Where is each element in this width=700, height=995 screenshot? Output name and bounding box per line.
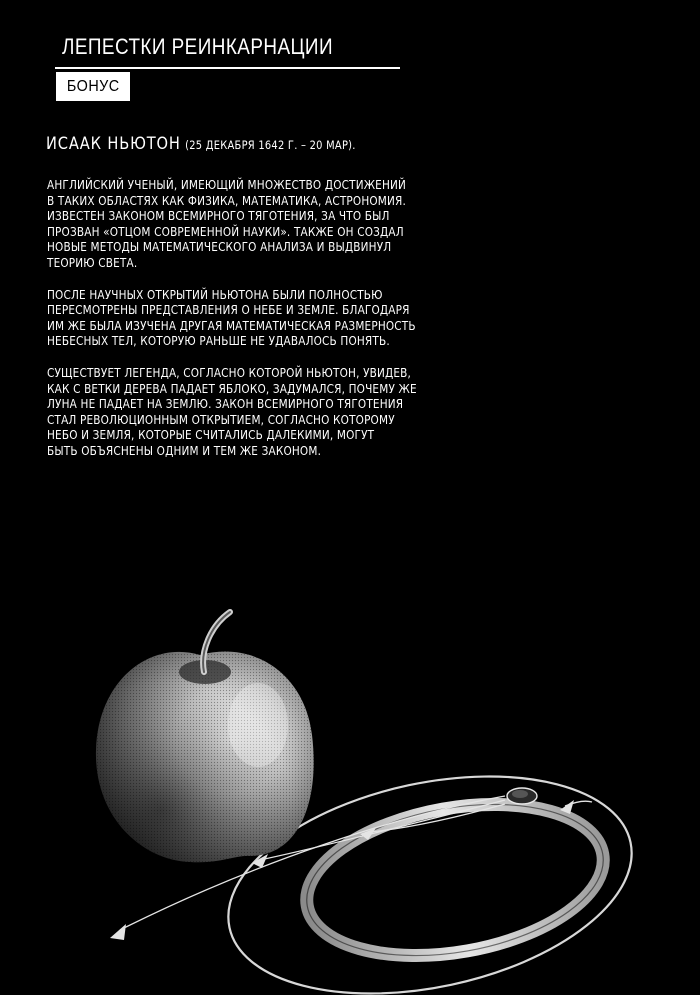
article-heading — [46, 134, 356, 154]
text-line: КАК С ВЕТКИ ДЕРЕВА ПАДАЕТ ЯБЛОКО, ЗАДУМАЛСЯ, ПОЧЕМУ ЖЕ — [47, 381, 417, 396]
text-line: НОВЫЕ МЕТОДЫ МАТЕМАТИЧЕСКОГО АНАЛИЗА И ВЫДВИНУЛ — [47, 240, 392, 255]
text-line: СТАЛ РЕВОЛЮЦИОННЫМ ОТКРЫТИЕМ, СОГЛАСНО КОТОРОМУ — [47, 412, 395, 427]
apple-orbit-illustration — [0, 560, 700, 995]
apple — [96, 612, 314, 862]
text-line: ИЗВЕСТЕН ЗАКОНОМ ВСЕМИРНОГО ТЯГОТЕНИЯ, ЗА ЧТО БЫЛ — [47, 209, 390, 224]
text-line: СУЩЕСТВУЕТ ЛЕГЕНДА, СОГЛАСНО КОТОРОЙ НЬЮТОН, УВИДЕВ, — [47, 365, 412, 380]
text-line: НЕБО И ЗЕМЛЯ, КОТОРЫЕ СЧИТАЛИСЬ ДАЛЕКИМИ, МОГУТ — [47, 428, 375, 443]
text-line: ЛУНА НЕ ПАДАЕТ НА ЗЕМЛЮ. ЗАКОН ВСЕМИРНОГО ТЯГОТЕНИЯ — [47, 397, 404, 412]
text-line: ПОСЛЕ НАУЧНЫХ ОТКРЫТИЙ НЬЮТОНА БЫЛИ ПОЛНОСТЬЮ — [47, 287, 383, 302]
text-line: В ТАКИХ ОБЛАСТЯХ КАК ФИЗИКА, МАТЕМАТИКА, АСТРОНОМИЯ. — [47, 193, 406, 208]
bonus-badge-label: БОНУС — [66, 77, 120, 95]
article-dates: (25 ДЕКАБРЯ 1642 Г. – 20 МАР). — [185, 138, 356, 152]
text-line: ИМ ЖЕ БЫЛА ИЗУЧЕНА ДРУГАЯ МАТЕМАТИЧЕСКАЯ РАЗМЕРНОСТЬ — [47, 318, 416, 333]
text-line: ПРОЗВАН «ОТЦОМ СОВРЕМЕННОЙ НАУКИ». ТАКЖЕ ОН СОЗДАЛ — [47, 224, 404, 239]
article-name: ИСААК НЬЮТОН — [46, 134, 181, 154]
text-line: НЕБЕСНЫХ ТЕЛ, КОТОРУЮ РАНЬШЕ НЕ УДАВАЛОСЬ ПОНЯТЬ. — [47, 334, 390, 349]
moon — [507, 788, 537, 804]
bonus-badge — [56, 72, 130, 101]
text-line: ТЕОРИЮ СВЕТА. — [47, 255, 138, 270]
series-title: ЛЕПЕСТКИ РЕИНКАРНАЦИИ — [62, 34, 333, 59]
article-body — [47, 178, 477, 476]
text-line: БЫТЬ ОБЪЯСНЕНЫ ОДНИМ И ТЕМ ЖЕ ЗАКОНОМ. — [47, 443, 322, 458]
paragraph-2 — [47, 288, 477, 350]
paragraph-1 — [47, 178, 477, 272]
title-underline — [55, 67, 400, 69]
paragraph-3 — [47, 366, 477, 460]
text-line: ПЕРЕСМОТРЕНЫ ПРЕДСТАВЛЕНИЯ О НЕБЕ И ЗЕМЛЕ. БЛАГОДАРЯ — [47, 303, 410, 318]
text-line: АНГЛИЙСКИЙ УЧЕНЫЙ, ИМЕЮЩИЙ МНОЖЕСТВО ДОСТИЖЕНИЙ — [47, 178, 407, 192]
